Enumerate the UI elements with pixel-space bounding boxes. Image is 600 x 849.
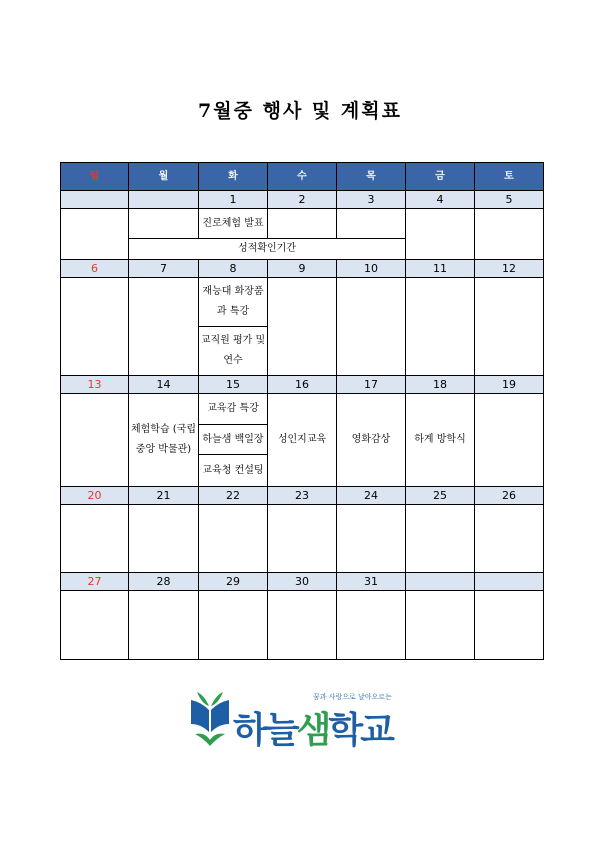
school-logo [185,680,415,752]
weekday-thu: 목 [337,163,406,191]
date-cell: 14 [129,376,199,394]
date-cell: 20 [61,487,129,505]
calendar-table [60,162,544,660]
date-row-week1 [61,191,544,209]
logo-text-part3: 학교 [328,710,392,751]
date-cell [406,573,475,591]
date-cell: 6 [61,260,129,278]
weekday-sat: 토 [475,163,544,191]
date-cell: 12 [475,260,544,278]
date-cell: 5 [475,191,544,209]
date-row-week5 [61,573,544,591]
event-cell-empty [61,209,129,260]
date-cell: 3 [337,191,406,209]
date-cell: 25 [406,487,475,505]
date-cell: 16 [268,376,337,394]
event-cell-empty [406,209,475,260]
date-cell: 15 [199,376,268,394]
date-cell: 28 [129,573,199,591]
date-row-week3 [61,376,544,394]
date-cell: 4 [406,191,475,209]
date-cell [129,191,199,209]
event-staff-evaluation: 교직원 평가 및 연수 [199,327,268,376]
event-cell-empty [61,394,129,487]
event-cell-empty [129,209,199,239]
event-cell-empty [475,209,544,260]
date-cell: 11 [406,260,475,278]
event-career-presentation: 진로체험 발표 [199,209,268,239]
date-cell: 19 [475,376,544,394]
logo-slogan: 꿈과 사랑으로 날아오르는 [313,693,392,701]
weekday-header-row [61,163,544,191]
date-cell: 26 [475,487,544,505]
weekday-mon: 월 [129,163,199,191]
event-superintendent-lecture: 교육감 특강 [199,394,268,425]
event-cell-empty [406,278,475,376]
page-title: 7월중 행사 및 계획표 [198,100,402,122]
weekday-tue: 화 [199,163,268,191]
date-row-week2 [61,260,544,278]
weekday-fri: 금 [406,163,475,191]
date-row-week4 [61,487,544,505]
date-cell: 9 [268,260,337,278]
open-book-leaf-icon [185,682,235,752]
logo-text-part2: 샘 [296,710,329,751]
date-cell: 30 [268,573,337,591]
date-cell: 2 [268,191,337,209]
logo-wordmark [233,702,392,753]
logo-text-part1: 하늘 [233,710,297,751]
date-cell: 24 [337,487,406,505]
date-cell: 7 [129,260,199,278]
date-cell: 23 [268,487,337,505]
weekday-wed: 수 [268,163,337,191]
event-row-week4 [61,505,544,573]
event-cell-empty [61,278,129,376]
event-movie: 영화감상 [337,394,406,487]
date-cell: 27 [61,573,129,591]
event-cell-empty [129,278,199,376]
date-cell: 17 [337,376,406,394]
event-cell-empty [268,278,337,376]
date-cell: 22 [199,487,268,505]
event-cell-empty [475,394,544,487]
date-cell: 13 [61,376,129,394]
date-cell [475,573,544,591]
weekday-sun: 일 [61,163,129,191]
event-row-week5 [61,591,544,660]
event-grade-check-period: 성적확인기간 [129,239,406,260]
event-field-trip: 체험학습 (국립중앙 박물관) [129,394,199,487]
date-cell: 1 [199,191,268,209]
event-writing-contest: 하늘샘 백일장 [199,425,268,455]
date-cell: 18 [406,376,475,394]
event-summer-closing: 하계 방학식 [406,394,475,487]
event-cell-empty [337,278,406,376]
date-cell: 31 [337,573,406,591]
date-cell: 29 [199,573,268,591]
event-gender-education: 성인지교육 [268,394,337,487]
date-cell: 8 [199,260,268,278]
event-cell-empty [337,209,406,239]
event-cosmetics-lecture: 재능대 화장품과 특강 [199,278,268,327]
date-cell: 21 [129,487,199,505]
date-cell: 10 [337,260,406,278]
date-cell [61,191,129,209]
event-cell-empty [475,278,544,376]
event-education-consulting: 교육청 컨설팅 [199,455,268,487]
event-cell-empty [268,209,337,239]
